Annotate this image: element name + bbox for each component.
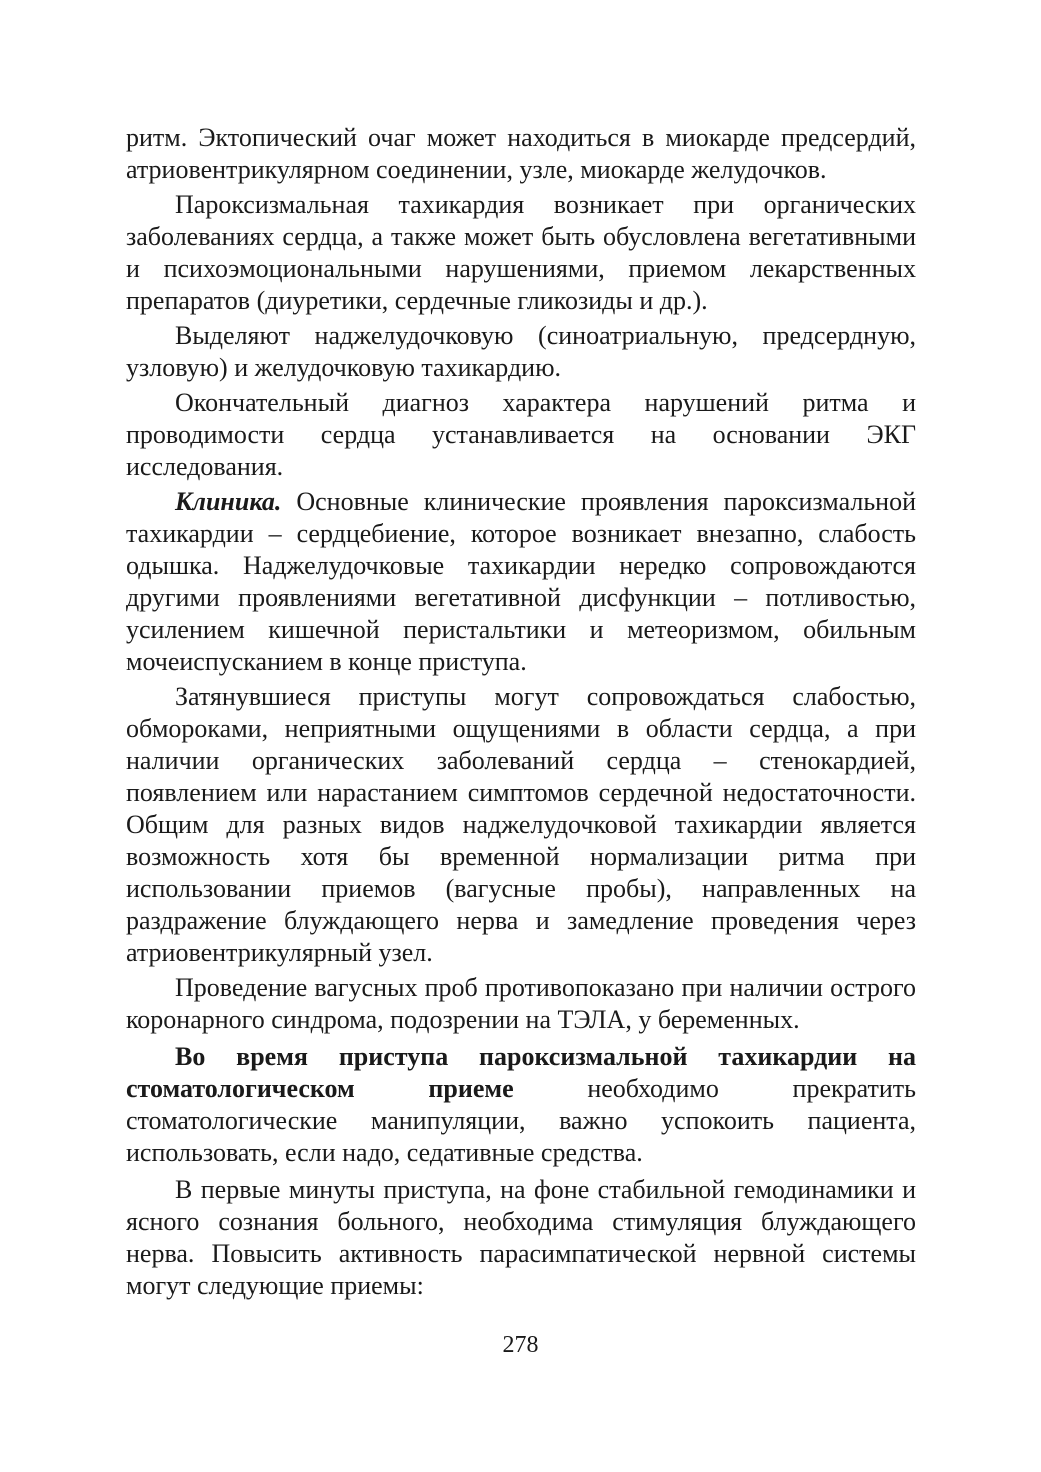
paragraph-contraindications: [126, 972, 916, 1036]
paragraph-paroxysmal-causes: [126, 189, 916, 317]
paragraph-clinic: [126, 486, 916, 678]
paragraph-continuation: [126, 122, 916, 186]
paragraph-diagnosis: [126, 387, 916, 483]
paragraph-text: ритм. Эктопический очаг может находиться в миокарде предсердий, атриовентрикулярном соединении, узле, миокарде желудочков.: [126, 123, 916, 184]
paragraph-text: Проведение вагусных проб противопоказано при наличии острого коронарного синдрома, подозрении на ТЭЛА, у беременных.: [126, 973, 916, 1034]
paragraph-text: Затянувшиеся приступы могут сопровождаться слабостью, обмороками, неприятными ощущениями в области сердца, а при наличии органических заболеваний сердца – стенокардией, появлением или нарастанием симптомов сердечной недостаточности. Общим для разных видов наджелудочковой тахикардии является возможность хотя бы временной нормализации ритма при использовании приемов (вагусные пробы), направленных на раздражение блуждающего нерва и замедление проведения через атриовентрикулярный узел.: [126, 682, 916, 967]
page-number: 278: [502, 1332, 539, 1358]
paragraph-text: В первые минуты приступа, на фоне стабильной гемодинамики и ясного сознания больного, необходима стимуляция блуждающего нерва. Повысить активность парасимпатической нервной системы могут следующие приемы:: [126, 1175, 916, 1300]
paragraph-first-minutes: [126, 1174, 916, 1302]
paragraph-text: Выделяют наджелудочковую (синоатриальную, предсердную, узловую) и желудочковую тахикардию.: [126, 321, 916, 382]
paragraph-prolonged-attacks: [126, 681, 916, 969]
dental-attack-heading: Во время приступа пароксизмальной тахикардии на стоматологическом приеме: [126, 1042, 916, 1103]
paragraph-dental-attack: [126, 1041, 916, 1169]
paragraph-classification: [126, 320, 916, 384]
clinic-heading: Клиника.: [175, 487, 282, 516]
paragraph-text: необходимо прекратить стоматологические манипуляции, важно успокоить пациента, использовать, если надо, седативные средства.: [126, 1074, 917, 1167]
paragraph-text: Пароксизмальная тахикардия возникает при органических заболеваниях сердца, а также может быть обусловлена вегетативными и психоэмоциональными нарушениями, приемом лекарственных препаратов (диуретики, сердечные гликозиды и др.).: [126, 190, 916, 315]
paragraph-text: Основные клинические проявления пароксизмальной тахикардии – сердцебиение, которое возникает внезапно, слабость одышка. Наджелудочковые тахикардии нередко сопровождаются другими проявлениями вегетативной дисфункции – потливостью, усилением кишечной перистальтики и метеоризмом, обильным мочеиспусканием в конце приступа.: [126, 487, 916, 676]
paragraph-text: Окончательный диагноз характера нарушений ритма и проводимости сердца устанавливается на основании ЭКГ исследования.: [126, 388, 916, 481]
page-body: [126, 122, 916, 1302]
